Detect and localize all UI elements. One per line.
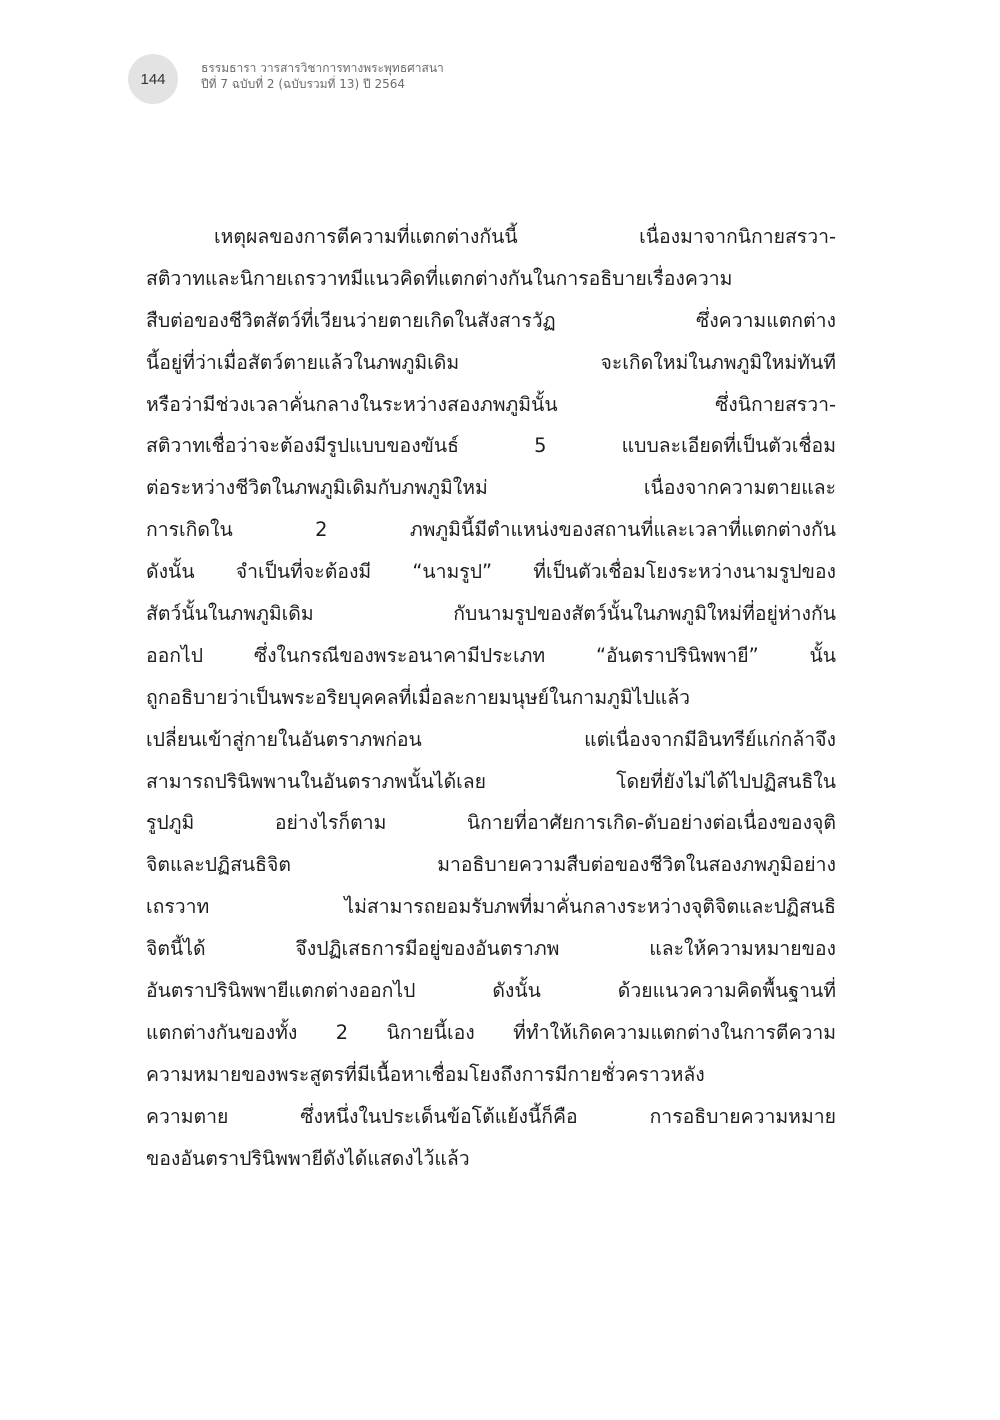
paragraph-line: นี้อยู่ที่ว่าเมื่อสัตว์ตายแล้วในภพภูมิเดิม จะเกิดใหม่ในภพภูมิใหม่ทันที xyxy=(146,350,836,374)
paragraph-line: อันตราปรินิพพายีแตกต่างออกไป ดังนั้น ด้วยแนวความคิดพื้นฐานที่ xyxy=(146,979,836,1003)
paragraph-line: เถรวาท ไม่สามารถยอมรับภพที่มาคั่นกลางระหว่างจุติจิตและปฏิสนธิ xyxy=(146,895,836,919)
paragraph-line: ถูกอธิบายว่าเป็นพระอริยบุคคลที่เมื่อละกายมนุษย์ในกามภูมิไปแล้ว xyxy=(146,685,690,709)
issue-info: ปีที่ 7 ฉบับที่ 2 (ฉบับรวมที่ 13) ปี 2564 xyxy=(201,77,406,91)
paragraph-line: รูปภูมิ อย่างไรก็ตาม นิกายที่อาศัยการเกิด-ดับอย่างต่อเนื่องของจุติ xyxy=(146,811,836,835)
paragraph-line: ความหมายของพระสูตรที่มีเนื้อหาเชื่อมโยงถึงการมีกายชั่วคราวหลัง xyxy=(146,1062,705,1086)
paragraph-line: ความตาย ซึ่งหนึ่งในประเด็นข้อโต้แย้งนี้ก็คือ การอธิบายความหมาย xyxy=(146,1104,836,1128)
journal-title: ธรรมธารา วารสารวิชาการทางพระพุทธศาสนา xyxy=(201,61,444,75)
page-number: 144 xyxy=(140,70,166,88)
paragraph-line: เปลี่ยนเข้าสู่กายในอันตราภพก่อน แต่เนื่องจากมีอินทรีย์แก่กล้าจึง xyxy=(146,727,836,751)
paragraph-line: สืบต่อของชีวิตสัตว์ที่เวียนว่ายตายเกิดในสังสารวัฏ ซึ่งความแตกต่าง xyxy=(146,308,836,332)
paragraph-line: จิตและปฏิสนธิจิต มาอธิบายความสืบต่อของชีวิตในสองภพภูมิอย่าง xyxy=(146,853,836,877)
paragraph-line: สามารถปรินิพพานในอันตราภพนั้นได้เลย โดยที่ยังไม่ได้ไปปฏิสนธิใน xyxy=(146,769,836,793)
paragraph-line: สัตว์นั้นในภพภูมิเดิม กับนามรูปของสัตว์นั้นในภพภูมิใหม่ที่อยู่ห่างกัน xyxy=(146,602,836,626)
page-number-badge xyxy=(128,54,178,104)
paragraph-line: การเกิดใน 2 ภพภูมินี้มีตำแหน่งของสถานที่และเวลาที่แตกต่างกัน xyxy=(146,518,836,542)
paragraph-line: จิตนี้ได้ จึงปฏิเสธการมีอยู่ของอันตราภพ และให้ความหมายของ xyxy=(146,937,836,961)
paragraph-line: หรือว่ามีช่วงเวลาคั่นกลางในระหว่างสองภพภูมินั้น ซึ่งนิกายสรวา- xyxy=(146,392,836,416)
paragraph-line: ออกไป ซึ่งในกรณีของพระอนาคามีประเภท “อันตราปรินิพพายี” นั้น xyxy=(146,643,836,667)
paragraph-line: ต่อระหว่างชีวิตในภพภูมิเดิมกับภพภูมิใหม่ เนื่องจากความตายและ xyxy=(146,476,836,500)
body-paragraph xyxy=(146,216,836,1179)
paragraph-line: แตกต่างกันของทั้ง 2 นิกายนี้เอง ที่ทำให้เกิดความแตกต่างในการตีความ xyxy=(146,1020,836,1044)
paragraph-line: สติวาทและนิกายเถรวาทมีแนวคิดที่แตกต่างกันในการอธิบายเรื่องความ xyxy=(146,266,733,290)
paragraph-line: ของอันตราปรินิพพายีดังได้แสดงไว้แล้ว xyxy=(146,1146,470,1170)
paragraph-line: สติวาทเชื่อว่าจะต้องมีรูปแบบของขันธ์ 5 แบบละเอียดที่เป็นตัวเชื่อม xyxy=(146,434,836,458)
running-header xyxy=(201,60,444,92)
paragraph-line: เหตุผลของการตีความที่แตกต่างกันนี้ เนื่องมาจากนิกายสรวา- xyxy=(214,225,836,248)
paragraph-line: ดังนั้น จำเป็นที่จะต้องมี “นามรูป” ที่เป็นตัวเชื่อมโยงระหว่างนามรูปของ xyxy=(146,560,836,584)
